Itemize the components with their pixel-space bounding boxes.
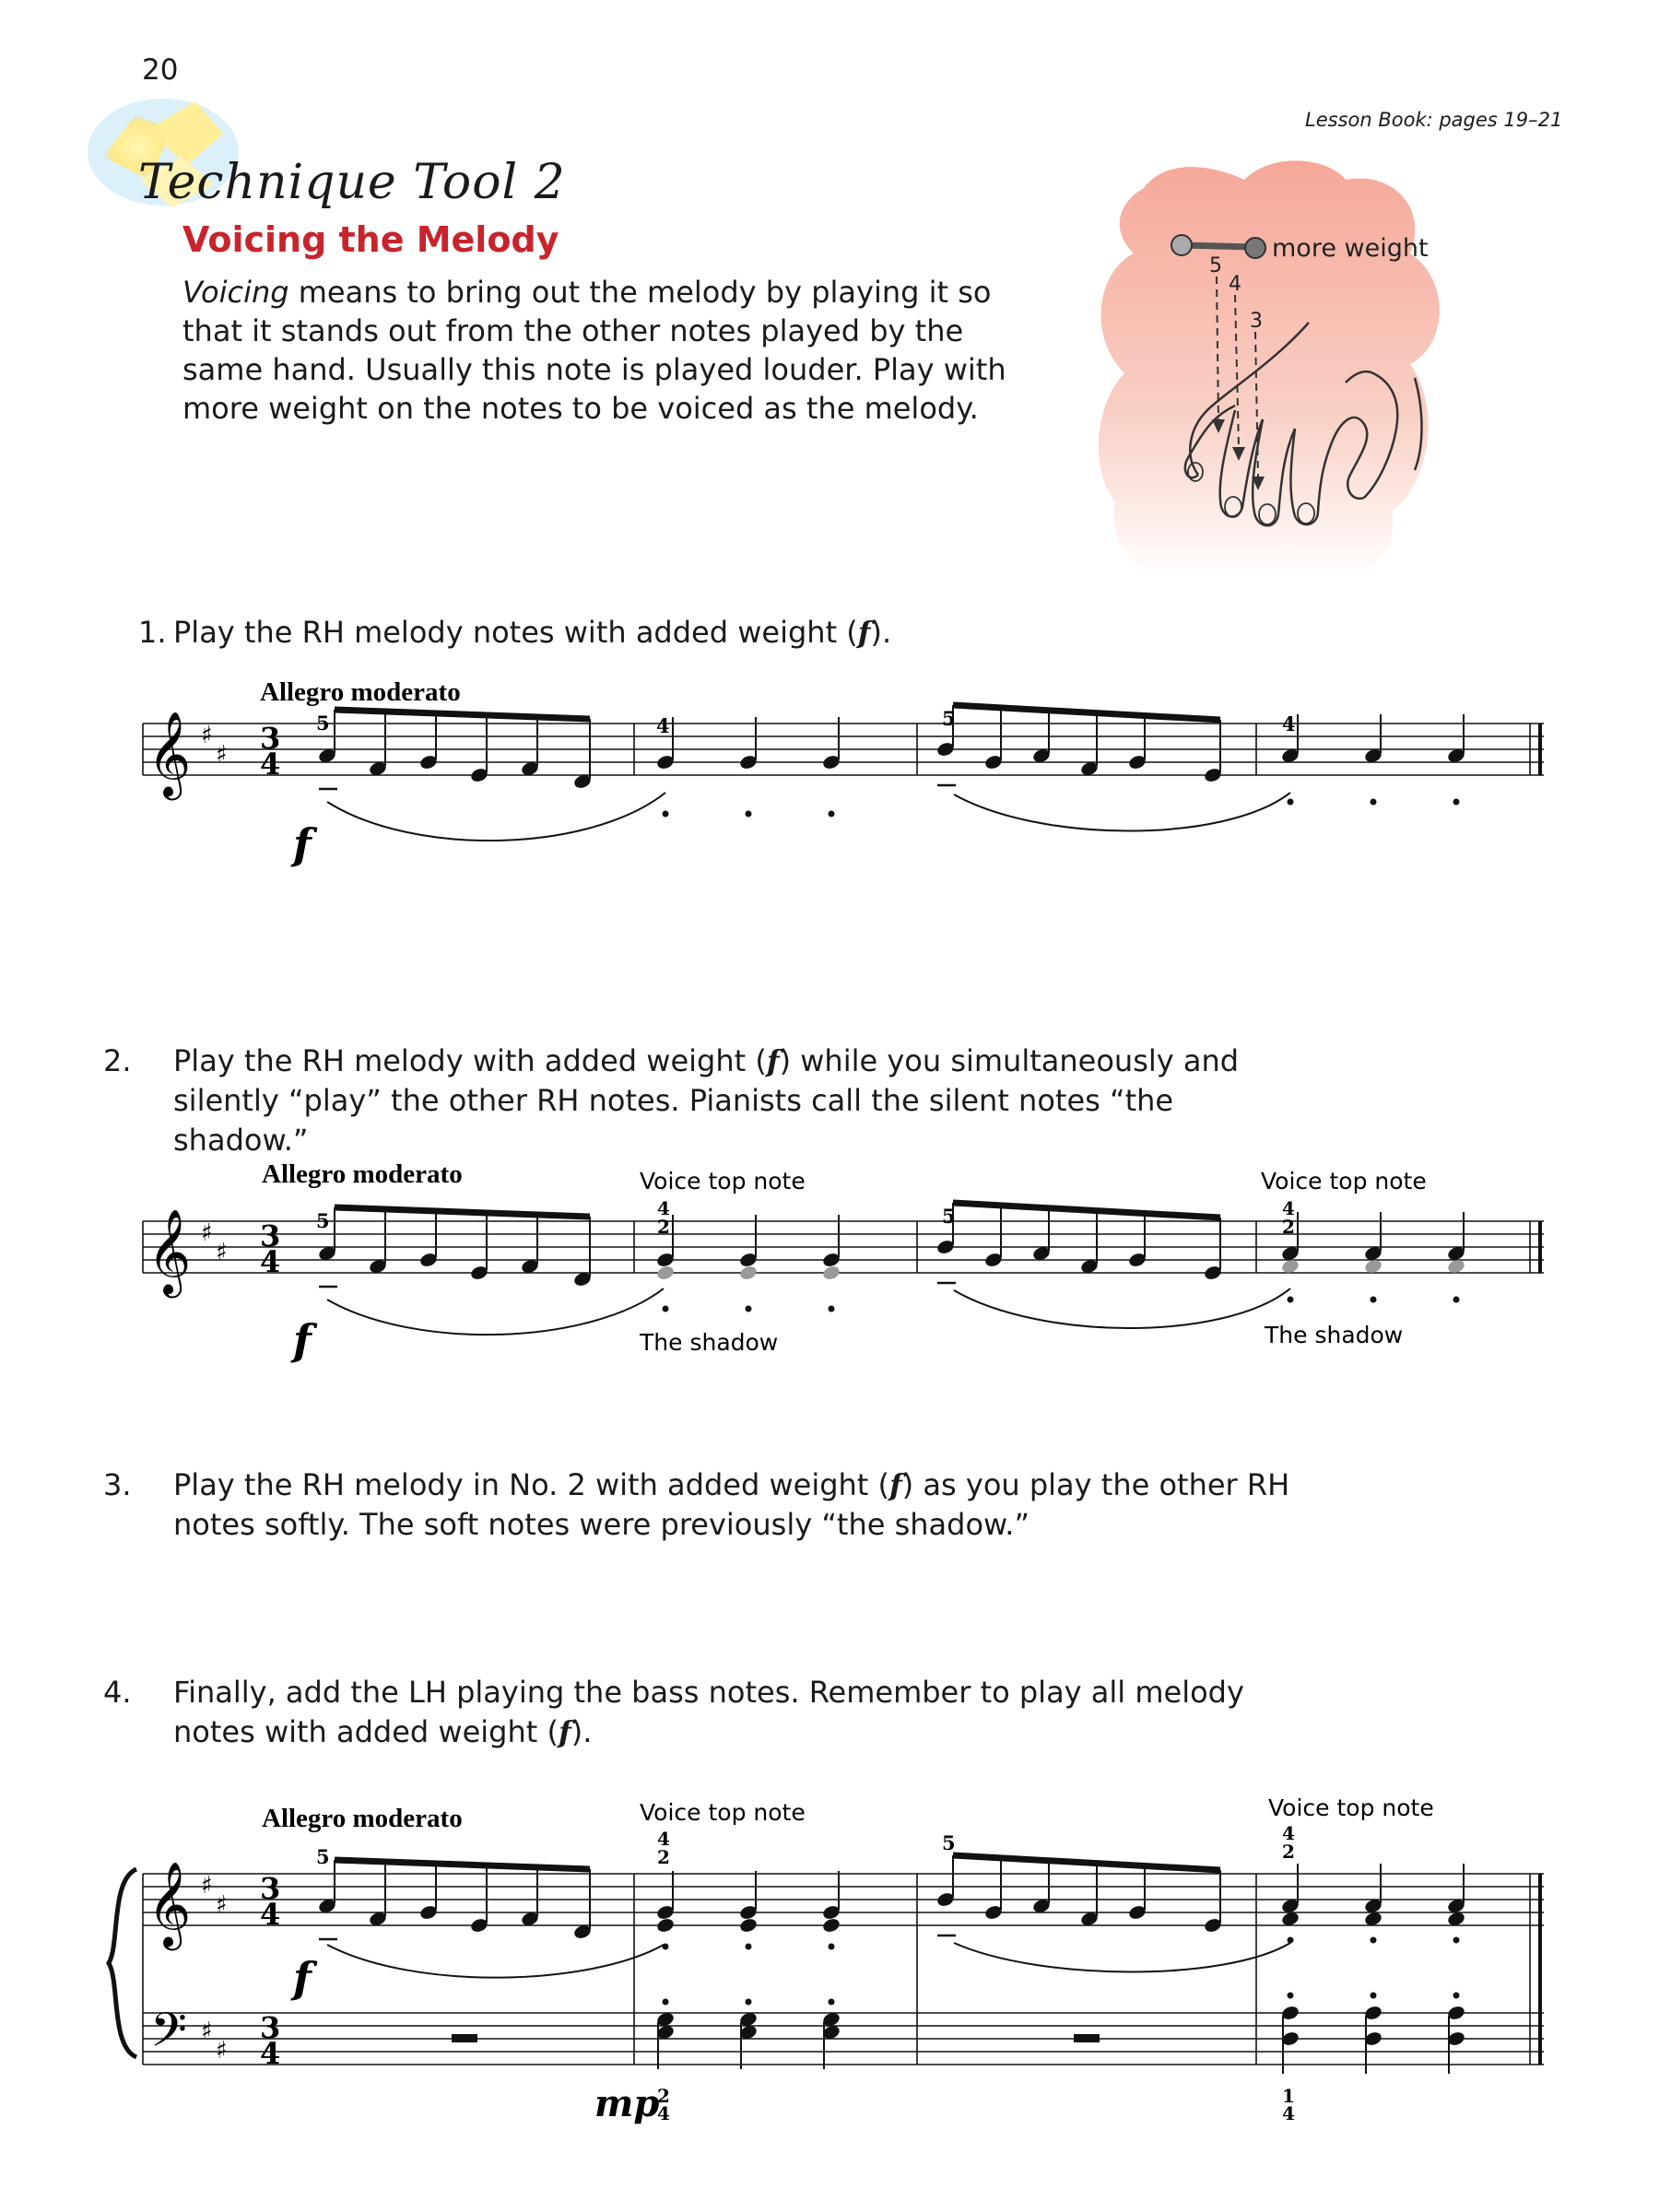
finger-number-3: 3 [1250,310,1263,333]
fingering-m3: 5 [942,707,956,730]
step-2-text: Play the RH melody with added weight ( [173,1043,767,1078]
tempo-marking-3: Allegro moderato [262,1804,463,1833]
fingering-s3-m1: 5 [316,1845,330,1868]
page-title: Technique Tool 2 [138,155,566,210]
fingering-lh-m2-bottom: 4 [657,2102,670,2124]
staff-system-2 [143,1159,1544,1365]
dynamic-f-1: f [293,819,312,869]
fingering-lh-m2-top: 2 [657,2085,670,2107]
step-2-dynamic: f [766,1043,780,1078]
step-3-text: Play the RH melody in No. 2 with added weight ( [173,1467,889,1502]
key-sharp-4: ♯ [216,1239,228,1266]
fingering-s2-chord-bottom-1: 2 [657,1216,670,1238]
more-weight-label: more weight [1272,234,1429,263]
step-3-number: 3. [103,1467,132,1502]
half-rest-2 [1074,2034,1100,2042]
step-1-text: Play the RH melody notes with added weight ( [173,615,858,650]
time-sig-bottom-1: 4 [260,747,281,782]
fingering-s3-chord-top-1: 4 [657,1828,670,1850]
fingering-s3-chord-top-2: 4 [1282,1822,1295,1844]
voice-top-note-label-4: Voice top note [1268,1794,1434,1821]
step-4-number: 4. [103,1675,132,1710]
step-1-text-end: ). [870,615,892,650]
time-sig-top-2: 3 [260,1218,281,1253]
the-shadow-label-2: The shadow [1265,1322,1404,1348]
dynamic-f-3: f [293,1953,312,2003]
intro-text: means to bring out the melody by playing it so that it stands out from the other notes played by the same hand. Usually this note is played louder. Play with more weight on the notes to be voiced as the melody. [182,275,1006,426]
fingering-s2-chord-top-2: 4 [1282,1197,1295,1219]
dynamic-mp: mp [594,2082,660,2125]
key-sharp-2: ♯ [216,741,228,769]
section-title: Voicing the Melody [182,219,559,260]
step-3-dynamic: f [889,1467,902,1502]
step-4-text: Finally, add the LH playing the bass notes. Remember to play all melody notes with added weight ( [173,1675,1244,1749]
half-rest-1 [452,2034,477,2042]
time-sig-top-4: 3 [260,2010,281,2045]
treble-clef-2: 𝄞 [147,1208,192,1294]
lesson-book-reference: Lesson Book: pages 19–21 [1305,109,1563,131]
page-number: 20 [142,53,179,87]
tempo-marking-2: Allegro moderato [262,1159,463,1189]
intro-term: Voicing [182,275,289,310]
fingering-m2: 4 [656,714,670,737]
fingering-m1: 5 [316,712,330,735]
key-sharp-1: ♯ [201,722,213,749]
step-2-number: 2. [103,1043,132,1078]
fingering-s2-chord-bottom-2: 2 [1282,1216,1295,1238]
finger-number-5: 5 [1209,254,1222,277]
step-4-dynamic: f [558,1714,571,1749]
key-sharp-8: ♯ [216,2037,228,2065]
fingering-s2-m3: 5 [942,1205,956,1228]
fingering-m4: 4 [1282,712,1296,735]
fingering-s3-m3: 5 [942,1831,956,1854]
step-4-text-end: ). [571,1714,593,1749]
fingering-lh-m4-top: 1 [1282,2085,1295,2107]
fingering-s2-m1: 5 [316,1209,330,1232]
staff-system-3 [109,1794,1544,2125]
step-1-number: 1. [138,615,167,650]
the-shadow-label-1: The shadow [640,1329,779,1356]
step-2-text-end: ) while you simultaneously and silently “play” the other RH notes. Pianists call the silent notes “the shadow.” [173,1043,1240,1158]
key-sharp-6: ♯ [216,1891,228,1919]
bass-clef: 𝄢 [150,2002,187,2069]
dynamic-f-2: f [293,1315,312,1365]
treble-clef-1: 𝄞 [147,711,192,796]
finger-number-4: 4 [1229,273,1241,296]
fingering-s3-chord-bottom-2: 2 [1282,1841,1295,1863]
voice-top-note-label-2: Voice top note [1261,1168,1427,1194]
key-sharp-5: ♯ [201,1872,213,1900]
time-sig-top-1: 3 [260,721,281,756]
staff-system-1 [143,677,1544,869]
time-sig-bottom-4: 4 [260,2036,281,2071]
time-sig-bottom-2: 4 [260,1244,281,1279]
voice-top-note-label-3: Voice top note [640,1799,806,1826]
step-3-text-end: ) as you play the other RH notes softly. The soft notes were previously “the shadow.” [173,1467,1290,1542]
fingering-s3-chord-bottom-1: 2 [657,1846,670,1868]
key-sharp-3: ♯ [201,1219,213,1247]
treble-clef-3: 𝄞 [147,1861,192,1947]
step-1-dynamic: f [857,615,871,650]
time-sig-bottom-3: 4 [260,1897,281,1932]
time-sig-top-3: 3 [260,1871,281,1906]
key-sharp-7: ♯ [201,2018,213,2045]
voice-top-note-label-1: Voice top note [640,1168,806,1194]
tempo-marking-1: Allegro moderato [260,677,461,707]
fingering-s2-chord-top-1: 4 [657,1197,670,1219]
fingering-lh-m4-bottom: 4 [1282,2102,1295,2124]
